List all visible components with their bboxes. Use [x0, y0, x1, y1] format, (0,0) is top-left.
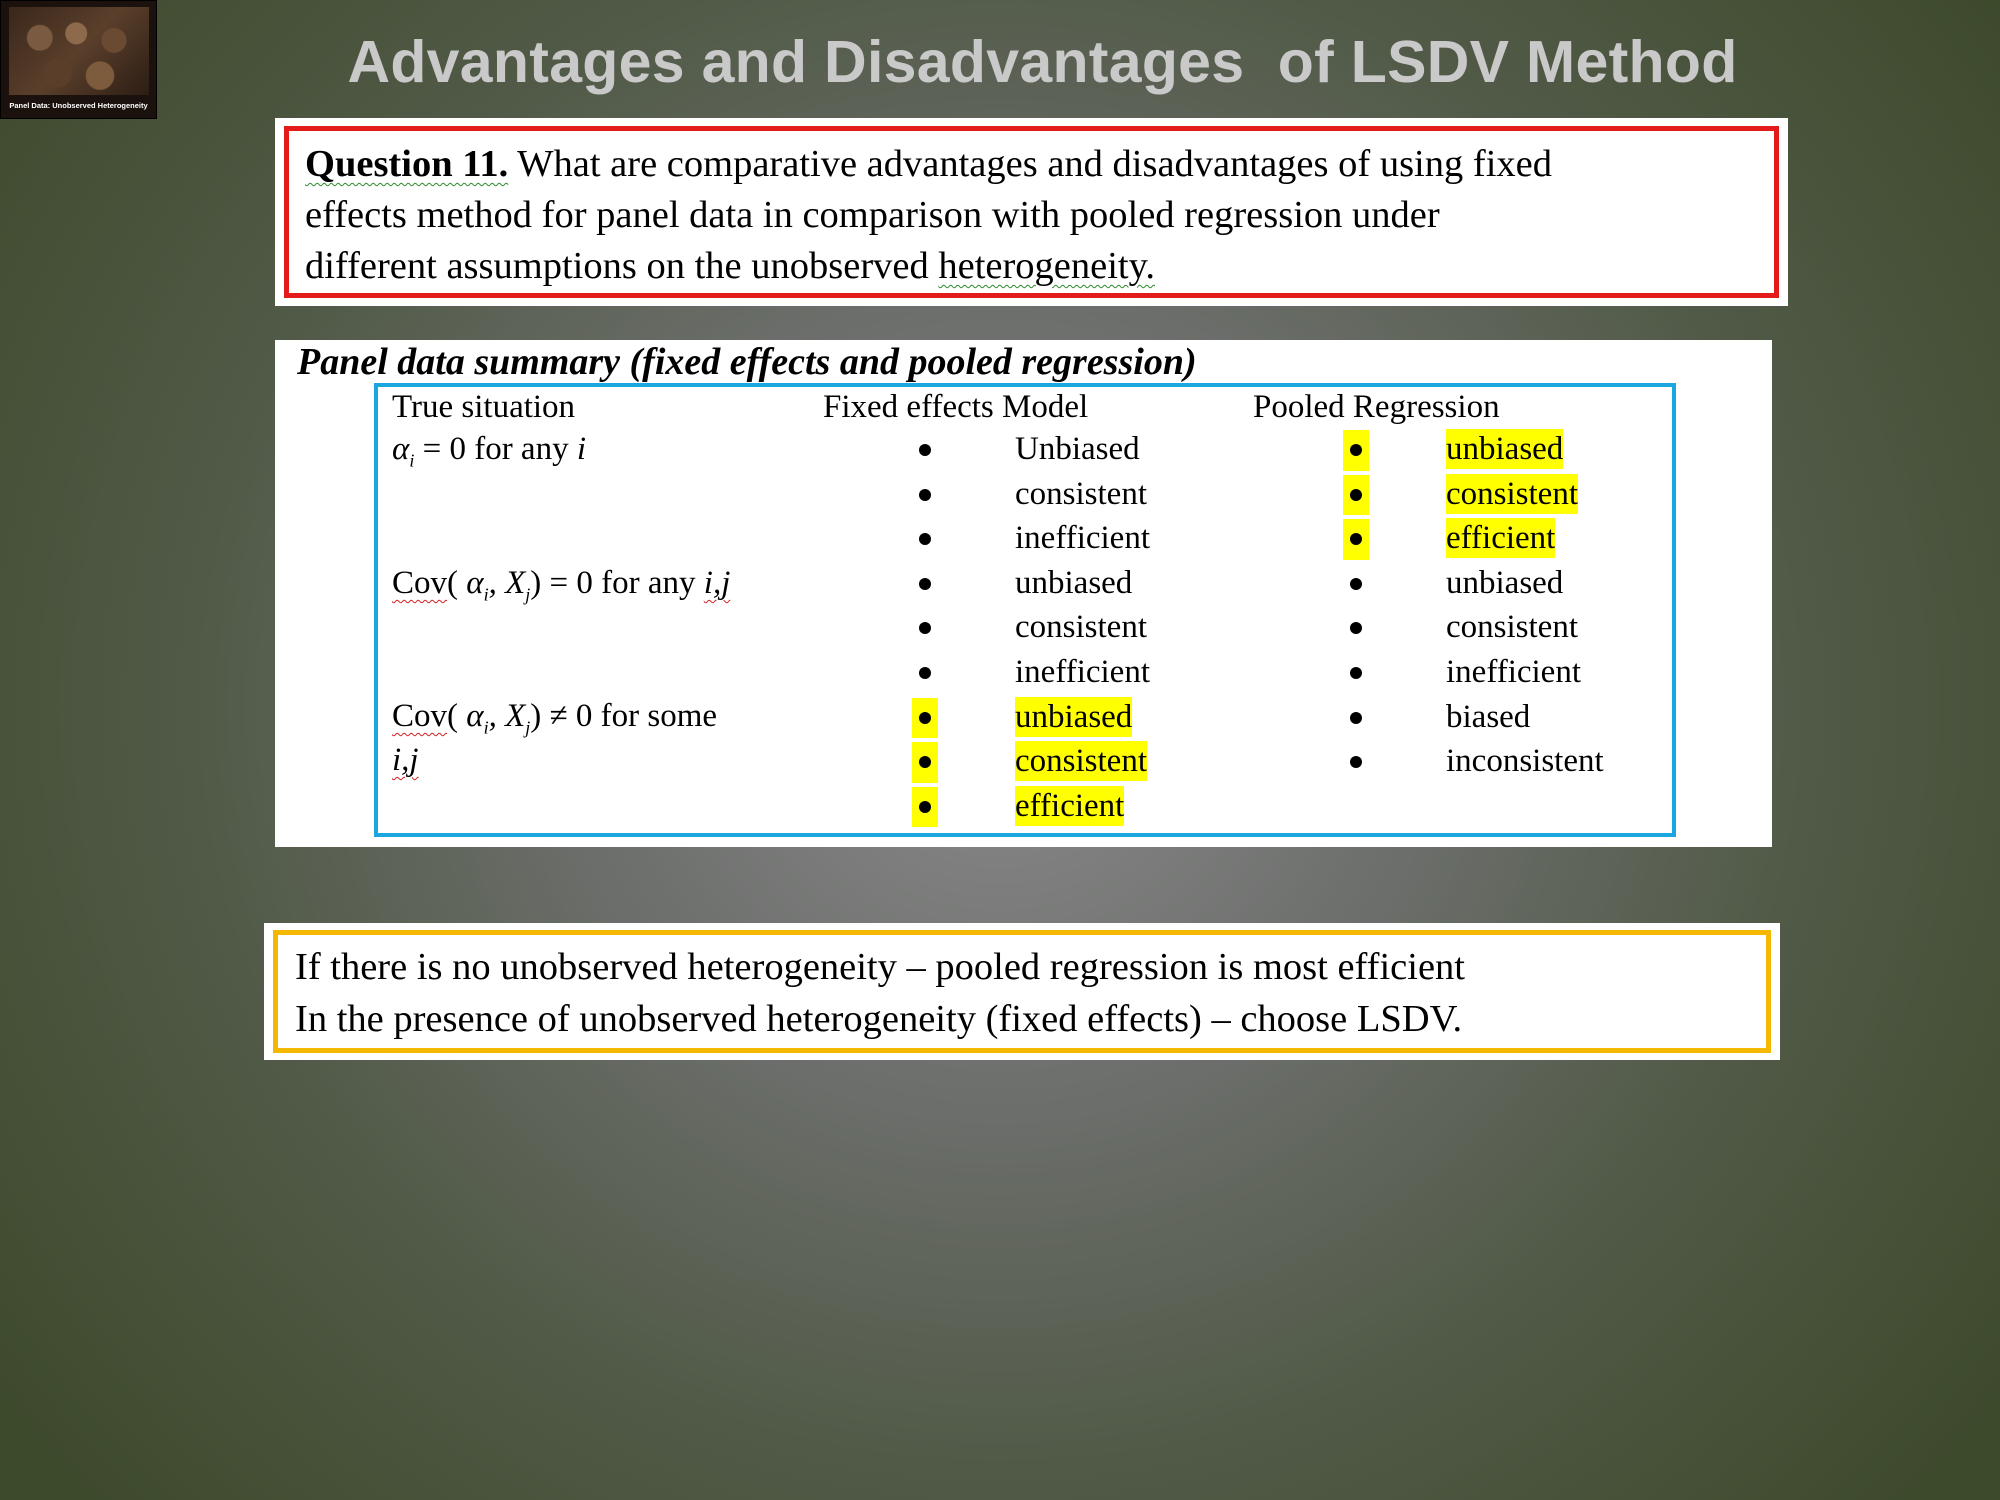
conclusion-box	[264, 923, 1780, 1060]
fixed-effects-bullet-icon	[919, 712, 931, 724]
conclusion-text	[273, 930, 1771, 1053]
fixed-effects-bullet-icon	[919, 622, 931, 634]
question-line-3-end: heterogeneity.	[938, 245, 1155, 287]
fixed-effects-item: inefficient	[1015, 654, 1150, 690]
pooled-item: unbiased	[1446, 431, 1564, 467]
fixed-effects-bullet-icon	[919, 667, 931, 679]
slide-thumbnail	[0, 0, 157, 119]
situation-1: $\alpha_i = 0$ for any i	[392, 431, 587, 471]
header-pooled-regression: Pooled Regression	[1253, 389, 1500, 425]
pooled-bullet-icon	[1350, 756, 1362, 768]
fixed-effects-item: unbiased	[1015, 698, 1133, 735]
pooled-item: inefficient	[1446, 654, 1581, 690]
header-true-situation: True situation	[392, 389, 576, 425]
conclusion-line-2: In the presence of unobserved heterogeneity (fixed effects) – choose LSDV.	[295, 998, 1463, 1040]
pooled-bullet-icon	[1350, 712, 1362, 724]
summary-table-panel	[275, 340, 1772, 847]
fixed-effects-item: efficient	[1015, 787, 1125, 824]
situation-3-cont: i,j	[392, 742, 419, 778]
fixed-effects-item: consistent	[1015, 743, 1147, 780]
thumbnail-photo	[9, 7, 149, 95]
pooled-item: biased	[1446, 698, 1531, 735]
fixed-effects-bullet-icon	[919, 489, 931, 501]
fixed-effects-bullet-icon	[919, 801, 931, 813]
pooled-bullet-icon	[1350, 578, 1362, 590]
summary-table	[374, 383, 1676, 837]
question-line-3: different assumptions on the unobserved	[305, 245, 939, 287]
pooled-item: consistent	[1446, 609, 1578, 646]
pooled-item: unbiased	[1446, 564, 1564, 601]
fixed-effects-bullet-icon	[919, 578, 931, 590]
pooled-bullet-icon	[1350, 444, 1362, 456]
situation-3: Cov( $\alpha_i$, $X_j) \ne 0$ for some	[392, 698, 718, 738]
question-line-2: effects method for panel data in comparison with pooled regression under	[305, 194, 1440, 236]
question-box	[275, 118, 1788, 306]
question-text	[284, 126, 1779, 298]
fixed-effects-item: consistent	[1015, 475, 1147, 512]
fixed-effects-bullet-icon	[919, 444, 931, 456]
question-label: Question 11.	[305, 143, 509, 185]
fixed-effects-item: consistent	[1015, 609, 1147, 646]
pooled-item: efficient	[1446, 520, 1556, 557]
pooled-bullet-icon	[1350, 622, 1362, 634]
situation-2: Cov( $\alpha_i$, $X_j) = 0$ for any i,j	[392, 565, 731, 605]
thumbnail-caption: Panel Data: Unobserved Heterogeneity	[9, 101, 148, 110]
fixed-effects-item: inefficient	[1015, 520, 1150, 557]
summary-title: Panel data summary (fixed effects and pooled regression)	[297, 341, 1197, 383]
fixed-effects-item: Unbiased	[1015, 431, 1140, 467]
pooled-item: consistent	[1446, 475, 1578, 512]
fixed-effects-item: unbiased	[1015, 564, 1133, 601]
header-fixed-effects: Fixed effects Model	[823, 389, 1089, 425]
slide-title: Advantages and Disadvantages of LSDV Method	[347, 29, 1738, 95]
pooled-item: inconsistent	[1446, 743, 1604, 780]
fixed-effects-bullet-icon	[919, 533, 931, 545]
pooled-bullet-icon	[1350, 667, 1362, 679]
conclusion-line-1: If there is no unobserved heterogeneity – pooled regression is most efficient	[295, 946, 1466, 988]
pooled-bullet-icon	[1350, 489, 1362, 501]
question-line-1: What are comparative advantages and disadvantages of using fixed	[508, 143, 1552, 185]
